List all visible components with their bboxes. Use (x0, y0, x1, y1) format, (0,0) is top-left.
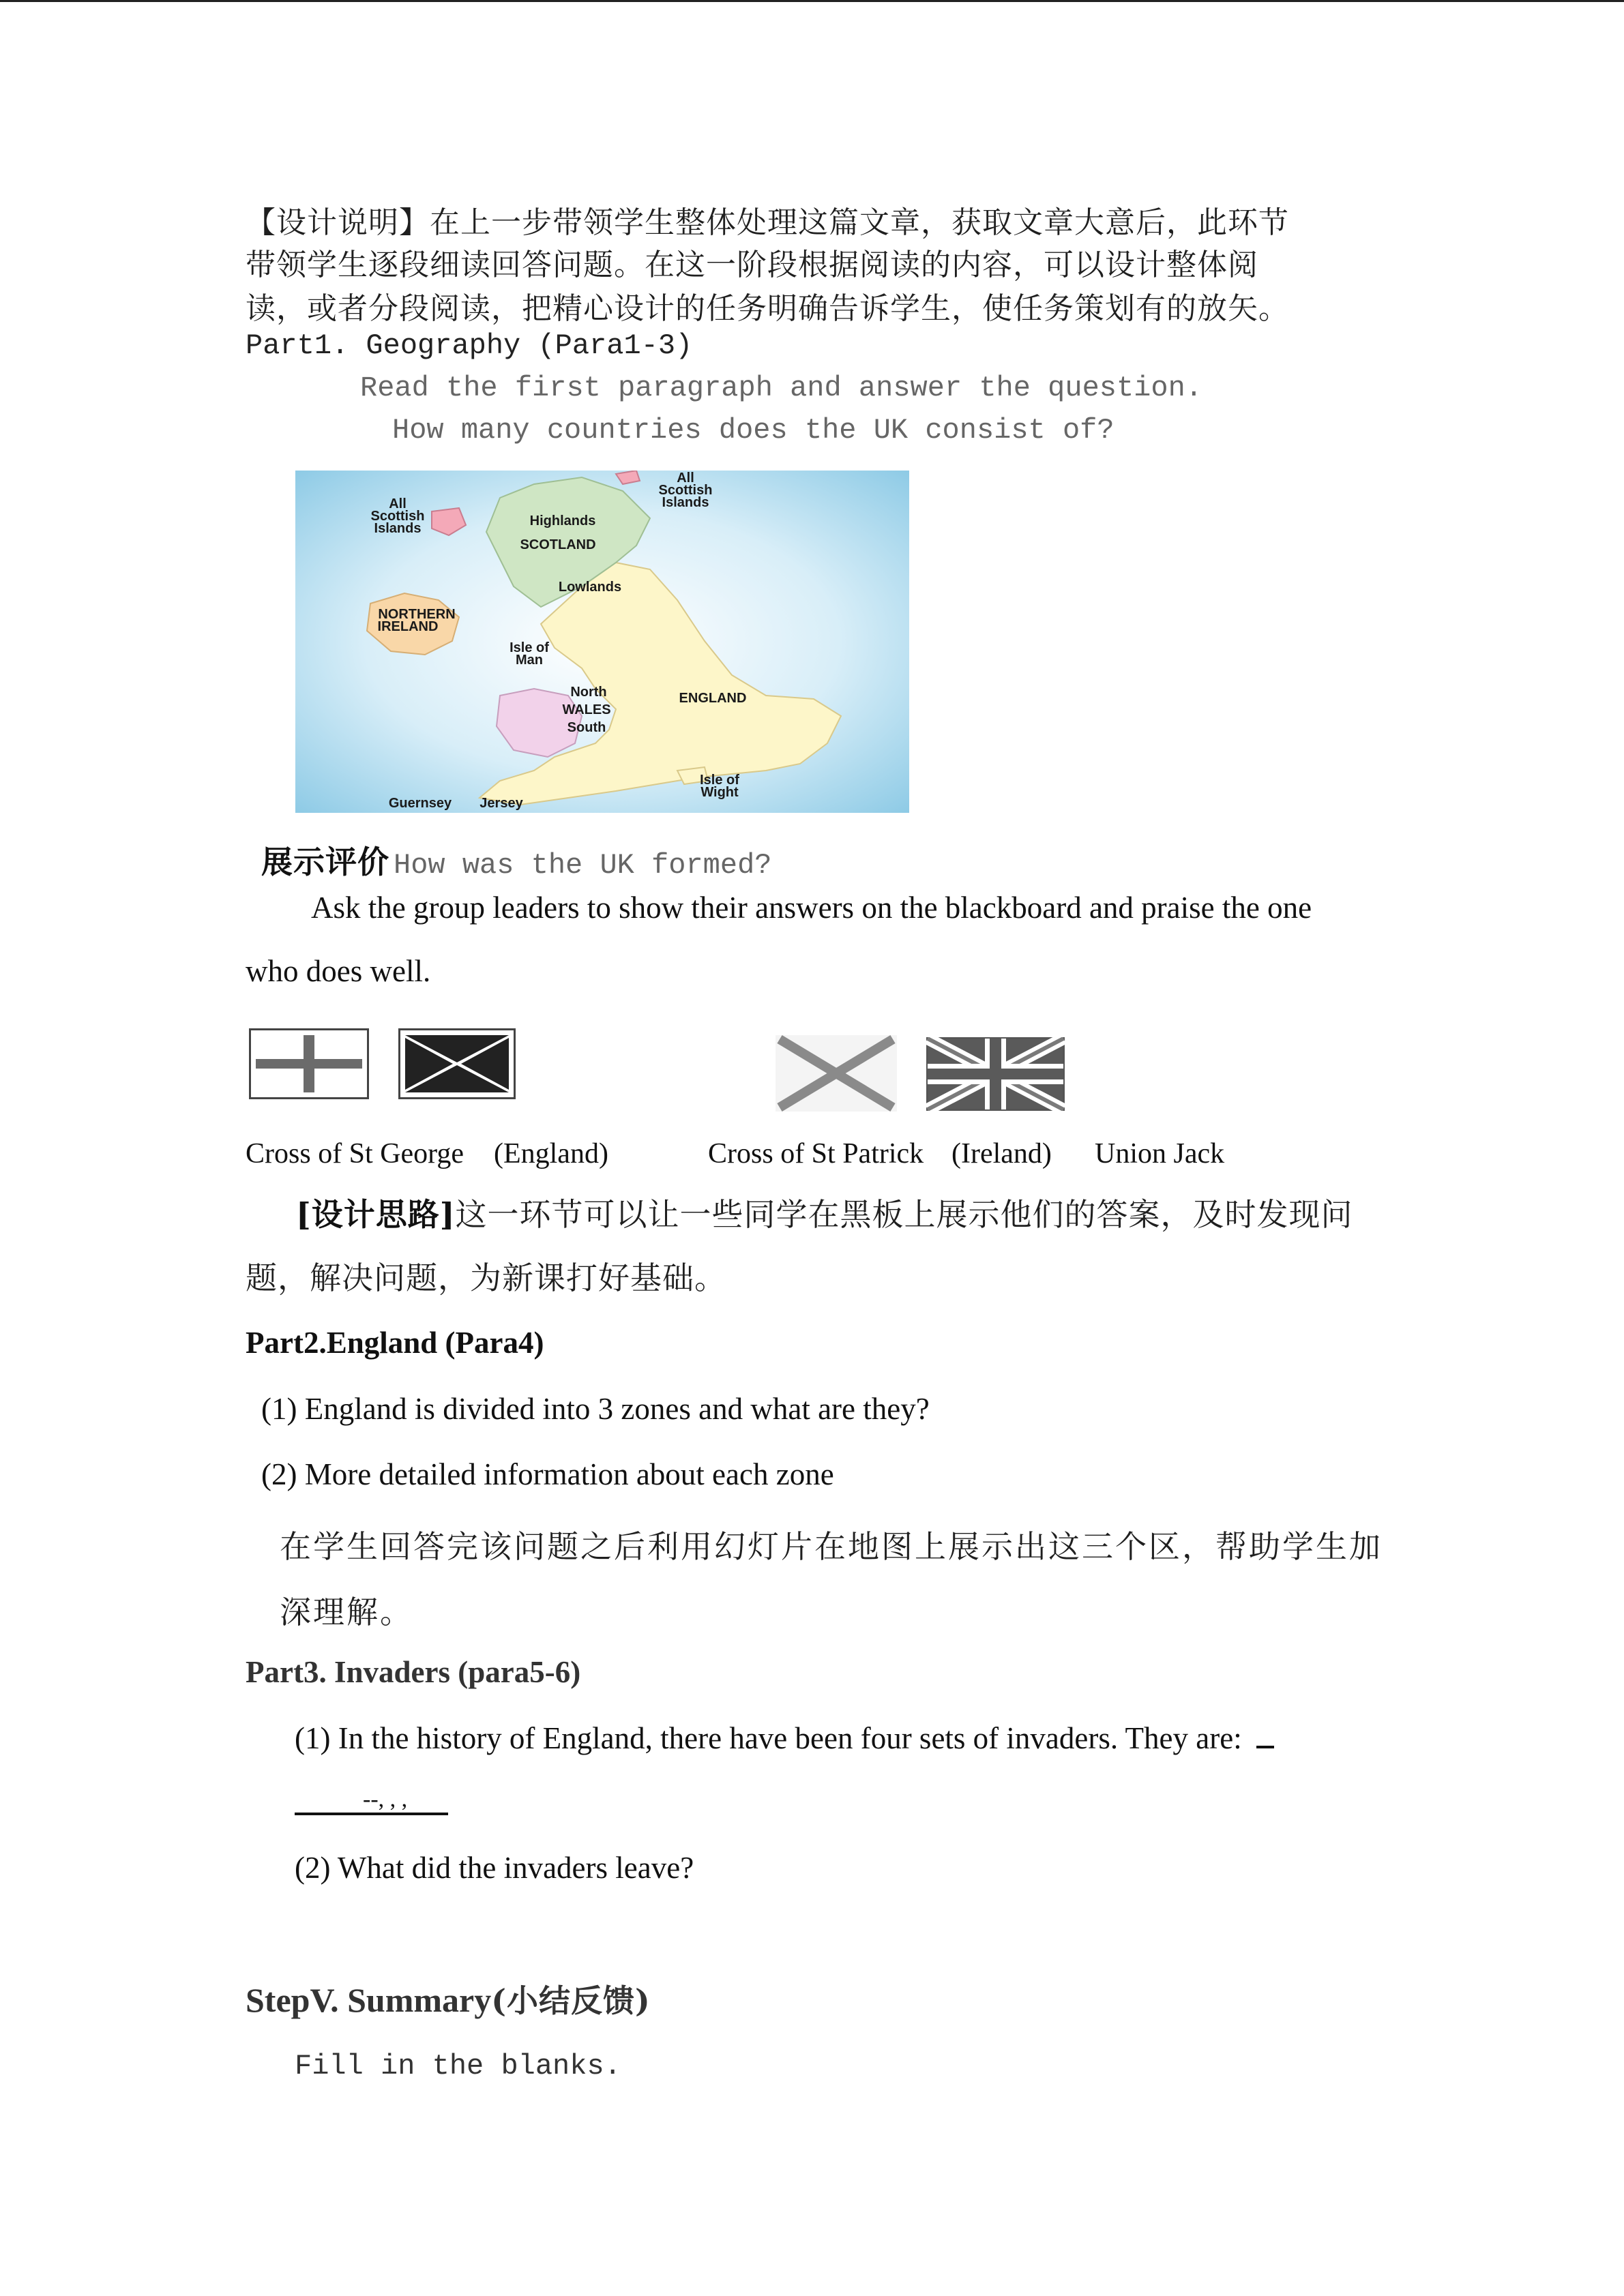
caption-union-jack: Union Jack (1095, 1138, 1225, 1169)
map-label-scotland: SCOTLAND (520, 537, 596, 552)
caption-st-george: Cross of St George (246, 1138, 464, 1169)
design-idea-row (296, 1190, 1353, 1235)
map-label-guernsey: Guernsey (388, 796, 452, 811)
map-label-england: ENGLAND (679, 691, 747, 706)
map-label-scottish-left: Scottish (370, 509, 425, 524)
caption-ireland: (Ireland) (951, 1138, 1052, 1169)
map-label-northern: NORTHERN (378, 607, 456, 622)
part2-question-2: (2) More detailed information about each zone (261, 1457, 834, 1491)
intro-line-1: 【设计说明】在上一步带领学生整体处理这篇文章，获取文章大意后，此环节 (246, 205, 1289, 240)
map-label-all-left: All (389, 496, 407, 511)
part3-question-1 (295, 1720, 1274, 1756)
summary-title: StepV. Summary (246, 1981, 492, 2019)
summary-title-cn: (小结反馈) (491, 1982, 651, 2019)
design-idea-text-1: 这一环节可以让一些同学在黑板上展示他们的答案，及时发现问 (455, 1196, 1353, 1233)
part3-question-2: (2) What did the invaders leave? (295, 1851, 694, 1885)
display-heading-row (261, 837, 772, 882)
intro-line-3: 读，或者分段阅读，把精心设计的任务明确告诉学生，使任务策划有的放矢。 (246, 291, 1289, 326)
part2-note-1: 在学生回答完该问题之后利用幻灯片在地图上展示出这三个区，帮助学生加 (280, 1528, 1383, 1565)
map-label-south: South (567, 720, 606, 735)
map-label-ireland: IRELAND (377, 619, 439, 634)
map-label-all-right: All (677, 471, 694, 486)
part2-question-1: (1) England is divided into 3 zones and what are they? (261, 1392, 930, 1426)
part3-answer-blanks[interactable] (295, 1787, 448, 1815)
flag-union-jack (926, 1037, 1065, 1111)
page-top-border (0, 0, 1624, 2)
display-question: How was the UK formed? (394, 849, 772, 882)
display-line-2: who does well. (246, 954, 431, 988)
design-idea-label: [设计思路] (296, 1196, 456, 1233)
intro-line-2: 带领学生逐段细读回答问题。在这一阶段根据阅读的内容，可以设计整体阅 (246, 248, 1258, 282)
map-label-islands-right: Islands (662, 495, 709, 510)
design-idea-text-2: 题，解决问题，为新课打好基础。 (246, 1259, 726, 1296)
caption-england: (England) (494, 1138, 608, 1169)
caption-st-patrick: Cross of St Patrick (708, 1138, 924, 1169)
flag-st-george (249, 1028, 369, 1099)
map-label-isle-of-man-1: Isle of (510, 640, 549, 655)
part3-title: Part3. Invaders (para5-6) (246, 1655, 581, 1689)
map-label-lowlands: Lowlands (558, 580, 622, 595)
summary-instruction: Fill in the blanks. (295, 2050, 621, 2083)
map-label-wales: WALES (562, 702, 611, 717)
part3-blank-start (1256, 1746, 1274, 1748)
summary-title-row (246, 1976, 651, 2021)
map-label-highlands: Highlands (529, 513, 596, 528)
part3-blanks-text: --, , , (363, 1787, 408, 1812)
map-label-isle-of-wight-1: Isle of (700, 773, 739, 788)
part2-note-2: 深理解。 (280, 1594, 413, 1630)
map-label-isle-of-wight-2: Wight (700, 785, 739, 800)
display-line-1: Ask the group leaders to show their answers on the blackboard and praise the one (311, 891, 1312, 925)
display-heading: 展示评价 (261, 844, 389, 880)
map-label-jersey: Jersey (479, 796, 523, 811)
map-label-scottish-right: Scottish (658, 483, 713, 498)
flag-st-andrew (398, 1028, 516, 1099)
map-label-north: North (570, 685, 607, 700)
uk-map (295, 471, 909, 813)
map-label-isle-of-man-2: Man (516, 653, 543, 668)
part1-instruction: Read the first paragraph and answer the question. (360, 372, 1203, 404)
map-label-islands-left: Islands (374, 521, 422, 536)
part2-title: Part2.England (Para4) (246, 1326, 544, 1360)
part1-question: How many countries does the UK consist of? (392, 414, 1114, 447)
part3-question-1-text: (1) In the history of England, there have been four sets of invaders. They are: (295, 1721, 1242, 1755)
part1-title: Part1. Geography (Para1-3) (246, 329, 693, 362)
flag-st-patrick (776, 1035, 897, 1112)
